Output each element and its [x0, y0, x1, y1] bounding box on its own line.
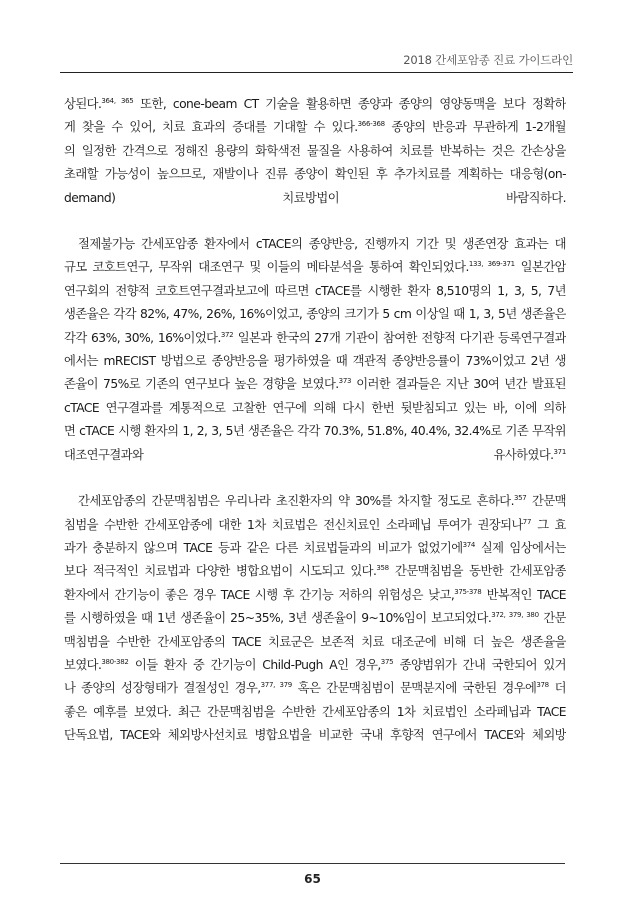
text-run: 반복적인 TACE [481, 587, 566, 602]
text-line [64, 560, 566, 583]
text-run: 보다 적극적인 치료법과 다양한 병합요법이 시도되고 있다. [64, 564, 377, 579]
text-line [64, 677, 566, 700]
text-line [64, 303, 566, 326]
text-line [64, 724, 566, 747]
text-run: 혹은 간문맥침범이 문맥분지에 국한된 경우에 [291, 681, 537, 696]
paragraph-gap [64, 210, 566, 233]
paragraph-gap [64, 467, 566, 490]
text-line [64, 584, 566, 607]
citation-superscript: 133, 369-371 [468, 260, 515, 269]
citation-superscript: 377, 379 [260, 681, 292, 690]
text-run: 실제 임상에서는 [475, 540, 566, 555]
text-run: 보였다. [64, 657, 102, 672]
citation-superscript: 378 [536, 681, 549, 690]
text-run: 나 종양의 성장형태가 결절성인 경우, [64, 681, 261, 696]
running-header-title: 2018 간세포암종 진료 가이드라인 [403, 53, 573, 67]
citation-superscript: 372, 379, 380 [491, 611, 539, 620]
text-run: 초래할 가능성이 높으므로, 재발이나 진류 종양이 확인된 후 추가치료를 계획하는 대응형(on- [64, 167, 566, 182]
text-run: 좋은 예후를 보였다. 최근 간문맥침범을 수반한 간세포암종의 1차 치료법인 소라페닙과 TACE [64, 704, 566, 719]
text-line [64, 233, 566, 256]
citation-superscript: 371 [553, 447, 566, 456]
text-line [64, 280, 566, 303]
citation-superscript: 358 [376, 564, 389, 573]
text-run: 또한, cone-beam CT 기술을 활용하면 종양과 종양의 영양동맥을 보다 정확하 [133, 97, 566, 111]
text-run: 환자에서 간기능이 좋은 경우 TACE 시행 후 간기능 저하의 위험성은 낮고, [64, 587, 455, 602]
citation-superscript: 380-382 [101, 657, 129, 666]
citation-superscript: 372 [220, 330, 234, 339]
text-run: 침범을 수반한 간세포암종에 대한 1차 치료법은 전신치료인 소라페닙 투여가 권장되나 [64, 517, 523, 532]
text-line [64, 327, 566, 350]
text-run: 를 시행하였을 때 1년 생존율이 25~35%, 3년 생존율이 9~10%임이 보고되었다. [64, 611, 492, 626]
text-run: 대조연구결과와 유사하였다. [64, 447, 554, 462]
text-run: 일본과 한국의 27개 기관이 참여한 전향적 다기관 등록연구결과 [233, 330, 566, 345]
paragraph [64, 233, 566, 467]
text-run: 이들 환자 중 간기능이 Child-Pugh A인 경우, [128, 657, 381, 672]
text-run: 절제불가능 간세포암종 환자에서 cTACE의 종양반응, 진행까지 기간 및 생존연장 효과는 대 [78, 237, 566, 252]
citation-superscript: 366-368 [357, 120, 385, 129]
text-run: 간문맥침범을 동반한 간세포암종 [388, 564, 566, 579]
text-line [64, 397, 566, 420]
text-line [64, 490, 566, 513]
text-run: 생존율은 각각 82%, 47%, 26%, 16%이었고, 종양의 크기가 5 cm 이상일 때 1, 3, 5년 생존율은 [64, 307, 566, 322]
text-line [64, 444, 566, 467]
text-run: 종양의 반응과 무관하게 1-2개월 [384, 120, 566, 135]
text-line [64, 116, 566, 139]
citation-superscript: 77 [522, 517, 532, 526]
text-line [64, 514, 566, 537]
text-run: 규모 코호트연구, 무작위 대조연구 및 이들의 메타분석을 통하여 확인되었다. [64, 260, 469, 275]
text-line [64, 373, 566, 396]
citation-superscript: 357 [513, 494, 527, 502]
text-line [64, 607, 566, 630]
text-run: 간세포암종의 간문맥침범은 우리나라 초진환자의 약 30%를 차지할 정도로 흔하다. [78, 494, 514, 509]
text-line [64, 701, 566, 724]
text-run: 종양범위가 간내 국한되어 있거 [393, 657, 566, 672]
body-text [64, 93, 566, 748]
header-rule [60, 72, 573, 73]
text-line [64, 163, 566, 186]
text-run: 맥침범을 수반한 간세포암종의 TACE 치료군은 보존적 치료 대조군에 비해 더 높은 생존율을 [64, 634, 566, 649]
text-line [64, 256, 566, 279]
text-run: demand) 치료방법이 바람직하다. [64, 190, 566, 205]
paragraph [64, 93, 566, 210]
citation-superscript: 374 [462, 540, 476, 549]
text-run: 각각 63%, 30%, 16%이었다. [64, 330, 221, 345]
text-run: 존율이 75%로 기존의 연구보다 높은 경향을 보였다. [64, 377, 339, 392]
text-run: 의 일정한 간격으로 정해진 용량의 화학색전 물질을 사용하여 치료를 반복하는 것은 간손상을 [64, 143, 566, 158]
footer-rule [60, 863, 565, 864]
citation-superscript: 375-378 [454, 587, 482, 596]
text-line [64, 93, 566, 116]
text-run: 상된다. [64, 97, 102, 111]
text-line [64, 350, 566, 373]
text-line [64, 140, 566, 163]
text-run: 과가 충분하지 않으며 TACE 등과 같은 다른 치료법들과의 비교가 없었기에 [64, 540, 463, 555]
text-run: 일본간암 [514, 260, 566, 275]
citation-superscript: 373 [338, 377, 352, 386]
paragraph [64, 490, 566, 747]
citation-superscript: 375 [380, 657, 394, 666]
text-run: 면 cTACE 시행 환자의 1, 2, 3, 5년 생존율은 각각 70.3%, 51.8%, 40.4%, 32.4%로 기존 무작위 [64, 424, 566, 439]
text-run: 에서는 mRECIST 방법으로 종양반응을 평가하였을 때 객관적 종양반응률이 73%이었고 2년 생 [64, 354, 566, 369]
text-run: 더 [548, 681, 566, 696]
text-run: 간문 [538, 611, 566, 626]
text-run: 이러한 결과들은 지난 30여 년간 발표된 [351, 377, 566, 392]
text-run: 간문맥 [526, 494, 566, 509]
text-line [64, 631, 566, 654]
text-run: 그 효 [531, 517, 566, 532]
text-line [64, 537, 566, 560]
text-line [64, 420, 566, 443]
text-run: 연구회의 전향적 코호트연구결과보고에 따르면 cTACE를 시행한 환자 8,510명의 1, 3, 5, 7년 [64, 283, 566, 298]
citation-superscript: 364, 365 [101, 96, 134, 105]
text-run: cTACE 연구결과를 계통적으로 고찰한 연구에 의해 다시 한번 뒷받침되고 있는 바, 이에 의하 [64, 400, 566, 415]
text-line [64, 187, 566, 210]
text-run: 단독요법, TACE와 체외방사선치료 병합요법을 비교한 국내 후향적 연구에서 TACE와 체외방 [64, 728, 566, 743]
text-run: 게 찾을 수 있어, 치료 효과의 증대를 기대할 수 있다. [64, 120, 358, 135]
page-number: 65 [304, 872, 321, 886]
text-line [64, 654, 566, 677]
